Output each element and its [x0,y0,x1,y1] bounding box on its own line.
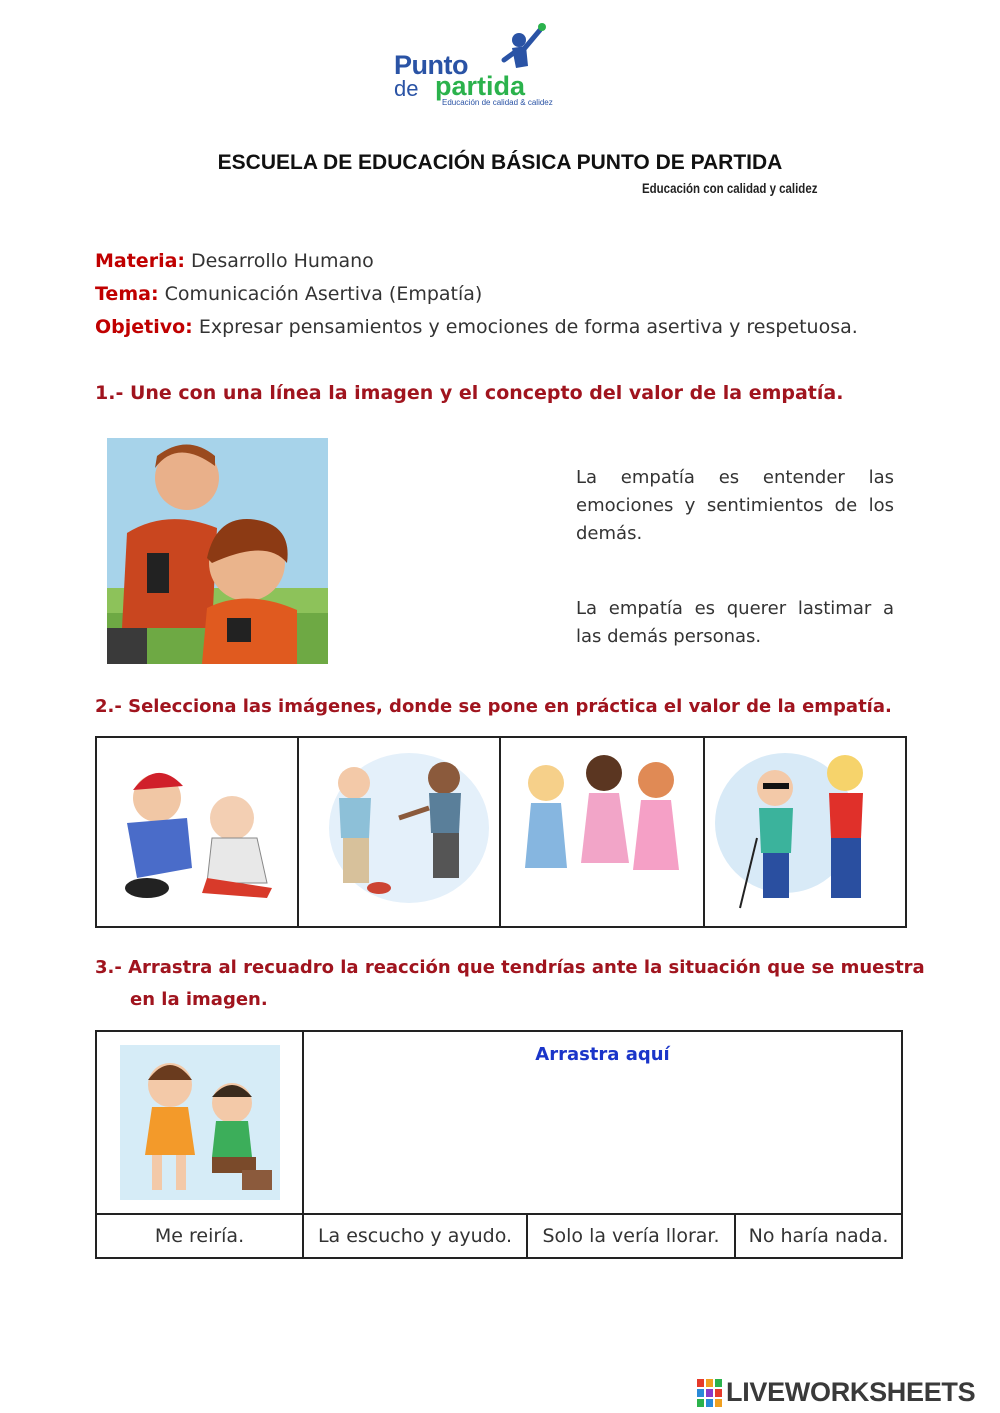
question-3-title-line1: 3.- Arrastra al recuadro la reacción que tendrías ante la situación que se muestra [95,957,925,978]
q2-image-cell-3[interactable] [500,737,704,927]
liveworksheets-text: LIVEWORKSHEETS [726,1377,976,1407]
q3-image-cell [96,1031,303,1214]
q2-image-grid [95,736,907,928]
crying-girl-illustration [120,1045,280,1200]
materia-label: Materia: [95,250,185,272]
materia-line [95,250,374,272]
liveworksheets-logo-icon [697,1379,723,1407]
reaction-option-1[interactable]: Me reiría. [96,1214,303,1258]
tema-line [95,283,482,305]
school-logo [390,22,560,110]
objetivo-line [95,316,858,338]
concept-option-2[interactable]: La empatía es querer lastimar a las demás personas. [576,598,894,647]
q2-image-cell-2[interactable] [298,737,500,927]
concept-option-1[interactable]: La empatía es entender las emociones y sentimientos de los demás. [576,467,894,544]
reaction-option-3[interactable]: Solo la vería llorar. [527,1214,735,1258]
bully-illustration [97,738,297,921]
logo-text-de: de [394,76,419,101]
q3-table [95,1030,903,1259]
logo-text-punto: Punto [394,50,468,80]
question-1-title: 1.- Une con una línea la imagen y el concepto del valor de la empatía. [95,382,844,404]
school-title: ESCUELA DE EDUCACIÓN BÁSICA PUNTO DE PARTIDA [217,151,783,174]
tema-value: Comunicación Asertiva (Empatía) [164,283,483,305]
school-motto: Educación con calidad y calidez [642,180,818,196]
reaction-option-4[interactable]: No haría nada. [735,1214,902,1258]
question-2-title: 2.- Selecciona las imágenes, donde se pone en práctica el valor de la empatía. [95,696,892,717]
q2-image-cell-4[interactable] [704,737,906,927]
girls-excluding-illustration [501,738,703,921]
objetivo-value: Expresar pensamientos y emociones de forma asertiva y respetuosa. [198,316,858,338]
pushing-illustration [299,738,499,921]
empathy-illustration[interactable] [107,438,328,664]
tema-label: Tema: [95,283,159,305]
logo-text-partida: partida [435,71,526,101]
reaction-option-2[interactable]: La escucho y ayudo. [303,1214,527,1258]
helping-blind-boy-illustration [705,738,905,921]
logo-tagline: Educación de calidad & calidez [442,98,553,107]
question-3-title-line2: en la imagen. [130,989,268,1010]
materia-value: Desarrollo Humano [191,250,374,272]
objetivo-label: Objetivo: [95,316,193,338]
drop-zone[interactable] [303,1031,902,1214]
drop-zone-label: Arrastra aquí [535,1044,670,1065]
q2-image-cell-1[interactable] [96,737,298,927]
